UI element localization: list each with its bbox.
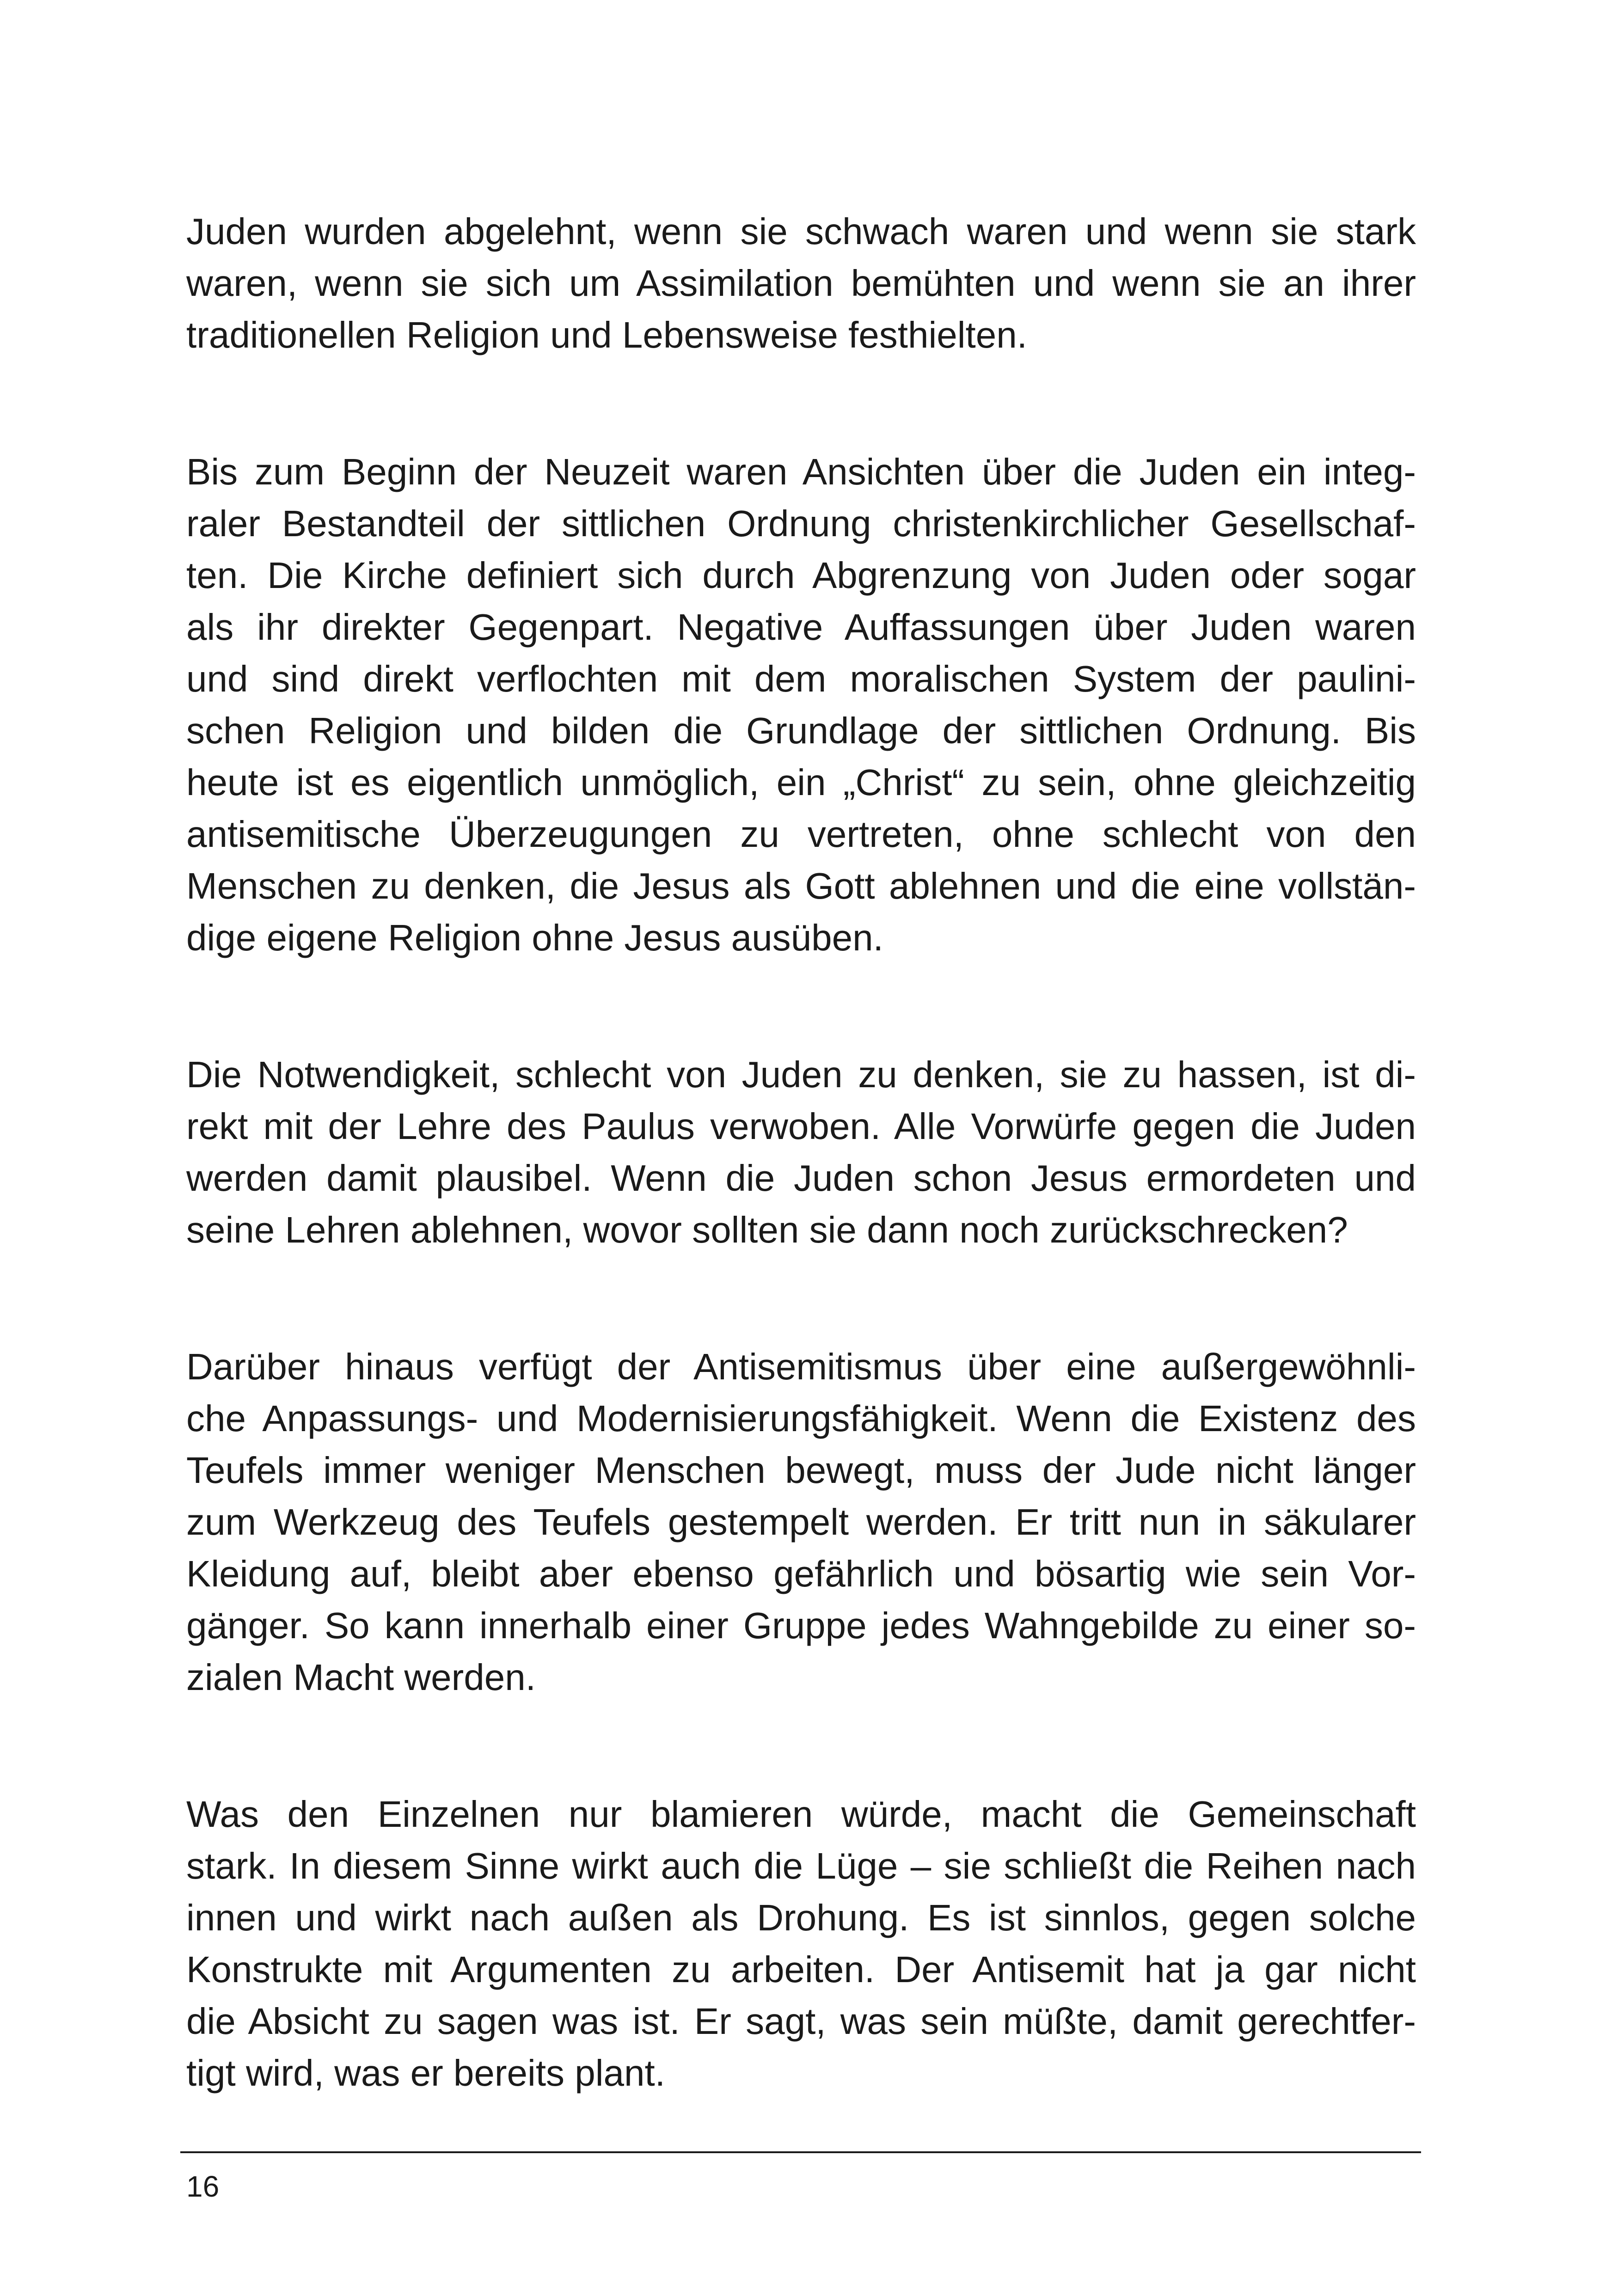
text-line: innen und wirkt nach außen als Drohung. Es ist sinnlos, gegen solche	[186, 1897, 1416, 1938]
text-line: und sind direkt verflochten mit dem moralischen System der paulini-	[186, 658, 1416, 699]
paragraph-4	[186, 1341, 1416, 1703]
text-line: zum Werkzeug des Teufels gestempelt werden. Er tritt nun in säkularer	[186, 1501, 1416, 1543]
text-line: Menschen zu denken, die Jesus als Gott ablehnen und die eine vollstän-	[186, 865, 1416, 906]
text-line: raler Bestandteil der sittlichen Ordnung christenkirchlicher Gesellschaf-	[186, 503, 1416, 544]
paragraph-1	[186, 206, 1416, 361]
text-line: stark. In diesem Sinne wirkt auch die Lüge – sie schließt die Reihen nach	[186, 1845, 1416, 1886]
paragraph-2	[186, 446, 1416, 964]
text-line: Bis zum Beginn der Neuzeit waren Ansichten über die Juden ein integ-	[186, 451, 1416, 492]
text-line: seine Lehren ablehnen, wovor sollten sie dann noch zurückschrecken?	[186, 1209, 1348, 1250]
page-number: 16	[186, 2170, 220, 2203]
text-line: Juden wurden abgelehnt, wenn sie schwach waren und wenn sie stark	[186, 211, 1416, 252]
paragraph-gap	[186, 964, 1416, 1049]
text-line: dige eigene Religion ohne Jesus ausüben.	[186, 917, 883, 958]
text-line: Kleidung auf, bleibt aber ebenso gefährlich und bösartig wie sein Vor-	[186, 1553, 1416, 1594]
text-line: che Anpassungs- und Modernisierungsfähigkeit. Wenn die Existenz des	[186, 1398, 1416, 1439]
text-line: Was den Einzelnen nur blamieren würde, macht die Gemeinschaft	[186, 1794, 1416, 1835]
body-text	[186, 206, 1416, 2099]
text-line: die Absicht zu sagen was ist. Er sagt, was sein müßte, damit gerechtfer-	[186, 2001, 1416, 2042]
text-line: ten. Die Kirche definiert sich durch Abgrenzung von Juden oder sogar	[186, 555, 1416, 596]
text-line: Konstrukte mit Argumenten zu arbeiten. Der Antisemit hat ja gar nicht	[186, 1949, 1416, 1990]
text-line: antisemitische Überzeugungen zu vertreten, ohne schlecht von den	[186, 814, 1416, 855]
text-line: zialen Macht werden.	[186, 1657, 536, 1698]
text-line: werden damit plausibel. Wenn die Juden schon Jesus ermordeten und	[186, 1157, 1416, 1199]
text-line: rekt mit der Lehre des Paulus verwoben. Alle Vorwürfe gegen die Juden	[186, 1106, 1416, 1147]
paragraph-5	[186, 1788, 1416, 2099]
text-line: schen Religion und bilden die Grundlage der sittlichen Ordnung. Bis	[186, 710, 1416, 751]
paragraph-3	[186, 1049, 1416, 1256]
text-line: als ihr direkter Gegenpart. Negative Auffassungen über Juden waren	[186, 606, 1416, 648]
text-line: Die Notwendigkeit, schlecht von Juden zu denken, sie zu hassen, ist di-	[186, 1054, 1416, 1095]
paragraph-gap	[186, 361, 1416, 446]
text-line: Teufels immer weniger Menschen bewegt, muss der Jude nicht länger	[186, 1450, 1416, 1491]
text-line: traditionellen Religion und Lebensweise festhielten.	[186, 314, 1027, 355]
text-line: waren, wenn sie sich um Assimilation bemühten und wenn sie an ihrer	[186, 263, 1416, 304]
text-line: heute ist es eigentlich unmöglich, ein „Christ“ zu sein, ohne gleichzeitig	[186, 762, 1416, 803]
paragraph-gap	[186, 1703, 1416, 1788]
text-line: Darüber hinaus verfügt der Antisemitismus über eine außergewöhnli-	[186, 1346, 1416, 1387]
text-line: tigt wird, was er bereits plant.	[186, 2052, 665, 2094]
text-line: gänger. So kann innerhalb einer Gruppe jedes Wahngebilde zu einer so-	[186, 1605, 1416, 1646]
paragraph-gap	[186, 1256, 1416, 1341]
footer-divider	[180, 2151, 1421, 2153]
